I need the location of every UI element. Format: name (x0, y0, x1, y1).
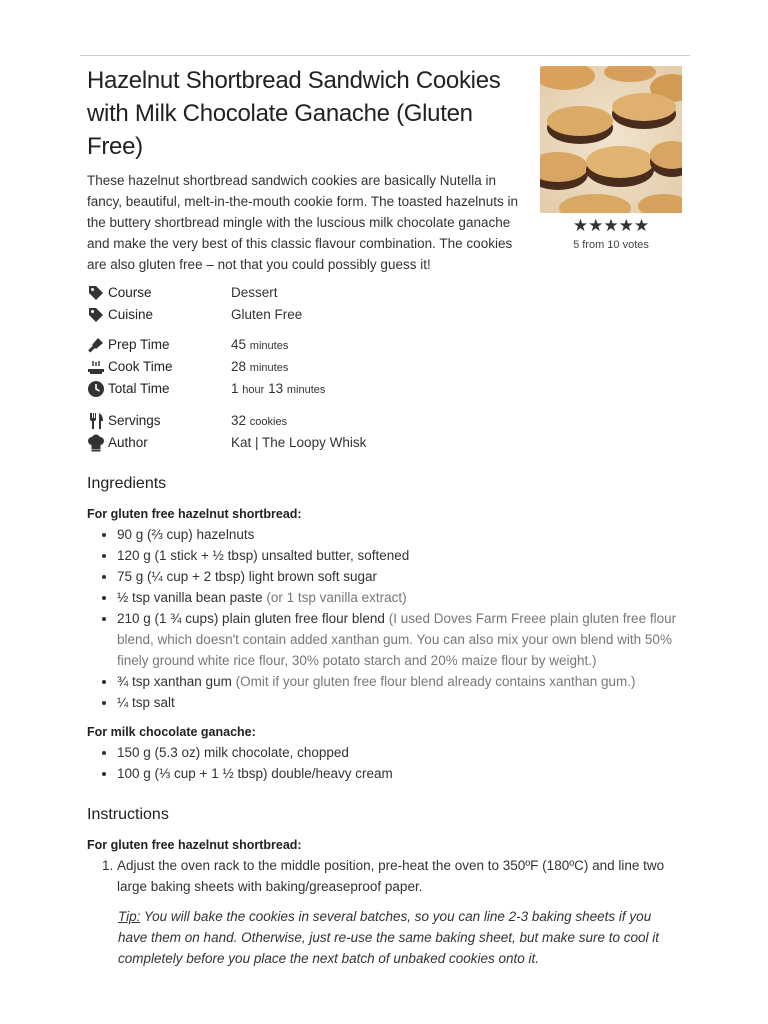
meta-servings-value (231, 413, 287, 428)
ingredients-group-shortbread-title: For gluten free hazelnut shortbread: (87, 507, 302, 521)
ingredient-item (117, 608, 677, 671)
ingredient-text: ½ tsp vanilla bean paste (117, 590, 263, 605)
tip-label: Tip: (118, 909, 141, 924)
ingredient-note: (I used Doves Farm Freee plain gluten free flour blend, which doesn't contain added xanthan gum. You can also mix your own blend with 50% finely ground white rice flour, 30% potato starch and 20% maize flour by weight.) (117, 611, 677, 668)
ingredient-item (117, 524, 677, 545)
recipe-summary: These hazelnut shortbread sandwich cookies are basically Nutella in fancy, beautiful, melt-in-the-mouth cookie form. The toasted hazelnuts in the buttery shortbread mingle with the luscious milk chocolate ganache and make the very best of this classic flavour combination. The cookies are also gluten free – not that you could possibly guess it! (87, 173, 518, 272)
ingredients-list-shortbread (87, 524, 677, 713)
fork-knife-icon (87, 412, 105, 430)
recipe-title: Hazelnut Shortbread Sandwich Cookies with Milk Chocolate Ganache (Gluten Free) (87, 67, 501, 160)
meta-cuisine-value: Gluten Free (231, 307, 303, 322)
ingredients-list-ganache (87, 742, 677, 784)
meta-prep-time (87, 335, 487, 357)
meta-servings-label: Servings (108, 413, 161, 428)
meta-author-value: Kat | The Loopy Whisk (231, 435, 367, 450)
instruction-step: 1. Adjust the oven rack to the middle position, pre-heat the oven to 350ºF (180ºC) and line two large baking sheets with baking/greaseproof paper. (117, 855, 697, 897)
ingredient-text: 150 g (5.3 oz) milk chocolate, chopped (117, 745, 349, 760)
meta-prep-value (231, 337, 288, 352)
recipe-photo (540, 66, 682, 213)
tip-text: You will bake the cookies in several batches, so you can line 2-3 baking sheets if you have them on hand. Otherwise, just re-use the same baking sheet, but make sure to cool it completely before you place the next batch of unbaked cookies onto it. (118, 909, 660, 966)
ingredient-item (117, 566, 677, 587)
meta-cook-time (87, 357, 487, 379)
ingredient-item (117, 671, 677, 692)
rating-votes: 5 from 10 votes (573, 239, 649, 251)
meta-total-value (231, 381, 325, 396)
total-minutes: 13 (268, 381, 284, 396)
cookie-photo-image (540, 66, 682, 213)
chef-hat-icon (87, 434, 105, 452)
prep-unit: minutes (249, 340, 289, 352)
ingredient-text: 210 g (1 ¾ cups) plain gluten free flour blend (117, 611, 385, 626)
ingredient-item (117, 763, 677, 784)
ingredients-heading: Ingredients (87, 475, 167, 492)
total-hours: 1 (231, 381, 239, 396)
meta-total-label: Total Time (108, 381, 170, 396)
ingredient-text: ¼ tsp salt (117, 695, 175, 710)
ingredient-item (117, 692, 677, 713)
ingredient-note: (Omit if your gluten free flour blend already contains xanthan gum.) (235, 674, 636, 689)
meta-course-value: Dessert (231, 285, 278, 300)
spatula-icon (87, 336, 105, 354)
meta-prep-label: Prep Time (108, 337, 170, 352)
ingredient-text: 100 g (⅓ cup + 1 ½ tbsp) double/heavy cream (117, 766, 393, 781)
clock-icon (87, 380, 105, 398)
total-hours-unit: hour (242, 384, 265, 396)
meta-total-time (87, 379, 487, 401)
total-minutes-unit: minutes (286, 384, 326, 396)
meta-author-label: Author (108, 435, 148, 450)
instruction-tip (118, 906, 678, 969)
meta-cook-value (231, 359, 288, 374)
ingredient-text: ¾ tsp xanthan gum (117, 674, 232, 689)
ingredients-group-ganache-title: For milk chocolate ganache: (87, 725, 256, 739)
meta-cuisine-label: Cuisine (108, 307, 154, 322)
ingredient-text: 75 g (¼ cup + 2 tbsp) light brown soft sugar (117, 569, 378, 584)
instructions-heading: Instructions (87, 806, 169, 823)
ingredient-item (117, 587, 677, 608)
prep-number: 45 (231, 337, 247, 352)
ingredient-text: 90 g (⅔ cup) hazelnuts (117, 527, 255, 542)
cook-unit: minutes (249, 362, 289, 374)
ingredient-item (117, 545, 677, 566)
recipe-rating[interactable] (540, 217, 682, 251)
meta-servings (87, 411, 487, 433)
ingredient-item (117, 742, 677, 763)
ingredient-text: 120 g (1 stick + ½ tbsp) unsalted butter, softened (117, 548, 410, 563)
ingredient-note: (or 1 tsp vanilla extract) (266, 590, 407, 605)
tag-icon (87, 306, 105, 324)
servings-number[interactable]: 32 (231, 413, 247, 428)
meta-course (87, 283, 487, 305)
meta-cook-label: Cook Time (108, 359, 173, 374)
instructions-group-shortbread-title: For gluten free hazelnut shortbread: (87, 838, 302, 852)
rating-stars[interactable]: ★★★★★ (572, 216, 650, 235)
pan-icon (87, 358, 105, 376)
meta-course-label: Course (108, 285, 152, 300)
servings-unit: cookies (249, 416, 288, 428)
cook-number: 28 (231, 359, 247, 374)
tag-icon (87, 284, 105, 302)
instructions-list-shortbread (87, 855, 697, 897)
top-divider (80, 55, 690, 56)
meta-cuisine (87, 305, 487, 327)
meta-author (87, 433, 487, 455)
